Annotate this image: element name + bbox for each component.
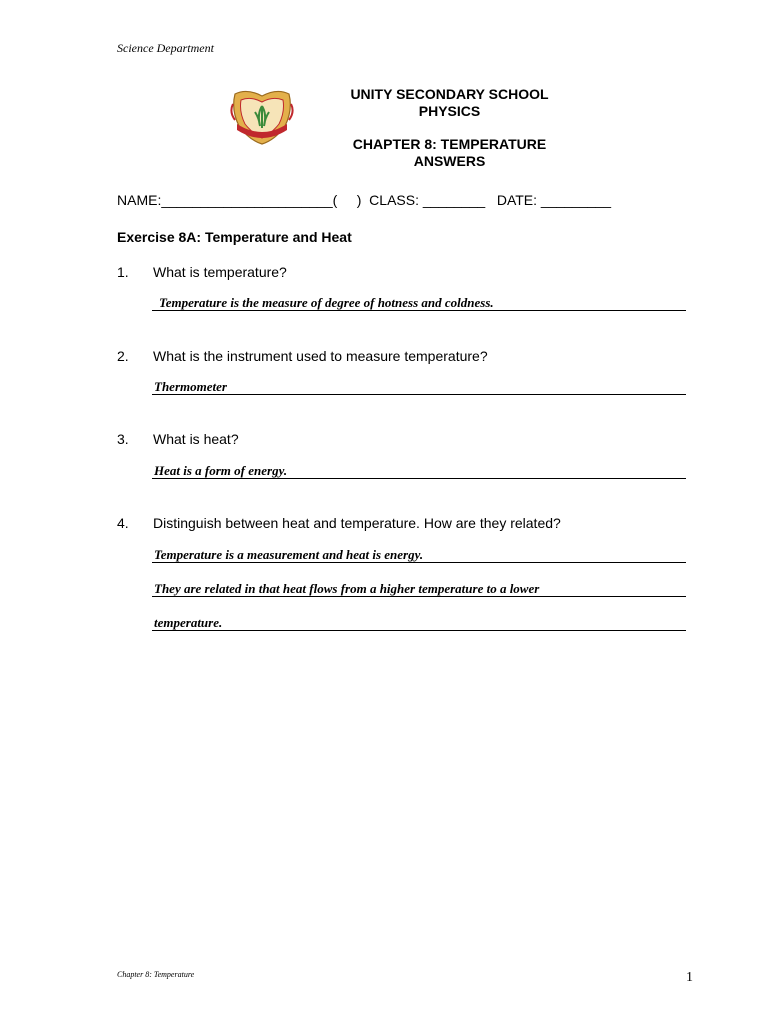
footer-chapter: Chapter 8: Temperature <box>117 970 195 979</box>
school-name: UNITY SECONDARY SCHOOL <box>350 86 549 102</box>
question-number: 2. <box>117 348 129 364</box>
question-text: What is heat? <box>153 431 239 447</box>
answer-line: Temperature is a measurement and heat is energy. <box>152 546 686 563</box>
answer-line: Temperature is the measure of degree of hotness and coldness. <box>152 294 686 311</box>
page-number: 1 <box>686 970 693 985</box>
exercise-title: Exercise 8A: Temperature and Heat <box>117 229 352 245</box>
question-text: What is the instrument used to measure temperature? <box>153 348 488 364</box>
question-number: 4. <box>117 515 129 531</box>
question-text: What is temperature? <box>153 264 287 280</box>
answer-line: They are related in that heat flows from a higher temperature to a lower <box>152 580 686 597</box>
subject-name: PHYSICS <box>418 103 481 119</box>
answer-line: temperature. <box>152 614 686 631</box>
title-block-chapter <box>322 136 577 170</box>
question-text: Distinguish between heat and temperature. How are they related? <box>153 515 561 531</box>
answer-line: Thermometer <box>152 378 686 395</box>
chapter-title: CHAPTER 8: TEMPERATURE <box>352 136 547 152</box>
answer-line: Heat is a form of energy. <box>152 462 686 479</box>
question-number: 3. <box>117 431 129 447</box>
department-header: Science Department <box>117 41 214 55</box>
question-number: 1. <box>117 264 129 280</box>
school-crest-icon <box>227 80 297 150</box>
title-block-school <box>322 86 577 120</box>
student-info-line: NAME:______________________( ) CLASS: ________ DATE: _________ <box>117 192 611 208</box>
sheet-type: ANSWERS <box>413 153 486 169</box>
